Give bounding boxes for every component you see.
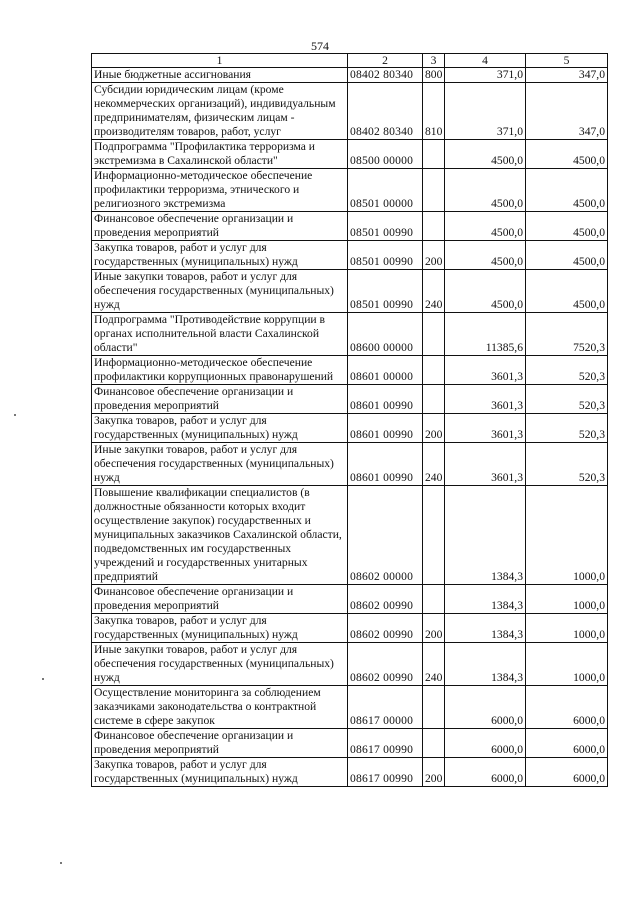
amount-column-4: 371,0	[445, 68, 526, 83]
amount-column-4: 1384,3	[445, 614, 526, 643]
item-name: Подпрограмма "Противодействие коррупции в органах исполнительной власти Сахалинской области"	[92, 313, 348, 356]
classification-code: 08602 00990	[348, 585, 423, 614]
table-row	[92, 385, 608, 414]
expense-type-code	[423, 140, 445, 169]
amount-column-4: 6000,0	[445, 758, 526, 787]
table-row	[92, 241, 608, 270]
amount-column-4: 371,0	[445, 83, 526, 140]
classification-code: 08601 00990	[348, 385, 423, 414]
item-name: Подпрограмма "Профилактика терроризма и экстремизма в Сахалинской области"	[92, 140, 348, 169]
amount-column-4: 3601,3	[445, 385, 526, 414]
item-name: Иные закупки товаров, работ и услуг для обеспечения государственных (муниципальных) нужд	[92, 443, 348, 486]
item-name: Финансовое обеспечение организации и проведения мероприятий	[92, 385, 348, 414]
amount-column-5: 1000,0	[526, 614, 608, 643]
expense-type-code: 800	[423, 68, 445, 83]
item-name: Иные закупки товаров, работ и услуг для обеспечения государственных (муниципальных) нужд	[92, 643, 348, 686]
amount-column-5: 4500,0	[526, 241, 608, 270]
amount-column-5: 6000,0	[526, 686, 608, 729]
amount-column-5: 520,3	[526, 385, 608, 414]
expense-type-code: 200	[423, 614, 445, 643]
item-name: Закупка товаров, работ и услуг для государственных (муниципальных) нужд	[92, 758, 348, 787]
item-name: Финансовое обеспечение организации и проведения мероприятий	[92, 585, 348, 614]
amount-column-5: 6000,0	[526, 758, 608, 787]
classification-code: 08501 00990	[348, 212, 423, 241]
budget-table	[91, 53, 608, 787]
expense-type-code: 200	[423, 241, 445, 270]
amount-column-5: 520,3	[526, 443, 608, 486]
classification-code: 08601 00990	[348, 414, 423, 443]
expense-type-code	[423, 486, 445, 585]
table-row	[92, 643, 608, 686]
amount-column-5: 7520,3	[526, 313, 608, 356]
table-row	[92, 686, 608, 729]
amount-column-5: 520,3	[526, 356, 608, 385]
classification-code: 08501 00990	[348, 241, 423, 270]
table-row	[92, 614, 608, 643]
table-row	[92, 414, 608, 443]
item-name: Иные закупки товаров, работ и услуг для обеспечения государственных (муниципальных) нужд	[92, 270, 348, 313]
classification-code: 08617 00990	[348, 729, 423, 758]
item-name: Информационно-методическое обеспечение профилактики коррупционных правонарушений	[92, 356, 348, 385]
amount-column-4: 1384,3	[445, 643, 526, 686]
amount-column-5: 347,0	[526, 83, 608, 140]
scan-speck	[60, 862, 62, 864]
table-row	[92, 729, 608, 758]
page-number: 574	[311, 39, 329, 53]
classification-code: 08601 00990	[348, 443, 423, 486]
table-row	[92, 486, 608, 585]
amount-column-5: 6000,0	[526, 729, 608, 758]
classification-code: 08602 00990	[348, 643, 423, 686]
amount-column-5: 4500,0	[526, 270, 608, 313]
item-name: Информационно-методическое обеспечение профилактики терроризма, этнического и религиозного экстремизма	[92, 169, 348, 212]
item-name: Субсидии юридическим лицам (кроме некоммерческих организаций), индивидуальным предпринимателям, физическим лицам - производителям товаров, работ, услуг	[92, 83, 348, 140]
expense-type-code: 200	[423, 758, 445, 787]
scan-speck	[14, 414, 16, 416]
classification-code: 08601 00000	[348, 356, 423, 385]
amount-column-4: 3601,3	[445, 443, 526, 486]
amount-column-4: 4500,0	[445, 140, 526, 169]
expense-type-code: 200	[423, 414, 445, 443]
amount-column-5: 347,0	[526, 68, 608, 83]
expense-type-code	[423, 729, 445, 758]
classification-code: 08402 80340	[348, 68, 423, 83]
column-header: 5	[526, 54, 608, 68]
classification-code: 08402 80340	[348, 83, 423, 140]
table-row	[92, 443, 608, 486]
amount-column-4: 3601,3	[445, 414, 526, 443]
amount-column-4: 4500,0	[445, 169, 526, 212]
column-header: 1	[92, 54, 348, 68]
table-row	[92, 270, 608, 313]
column-header: 3	[423, 54, 445, 68]
item-name: Финансовое обеспечение организации и проведения мероприятий	[92, 729, 348, 758]
amount-column-5: 520,3	[526, 414, 608, 443]
classification-code: 08501 00000	[348, 169, 423, 212]
expense-type-code: 810	[423, 83, 445, 140]
table-row	[92, 585, 608, 614]
column-header: 2	[348, 54, 423, 68]
amount-column-4: 6000,0	[445, 686, 526, 729]
classification-code: 08617 00990	[348, 758, 423, 787]
scan-speck	[42, 678, 44, 680]
item-name: Иные бюджетные ассигнования	[92, 68, 348, 83]
table-row	[92, 212, 608, 241]
amount-column-4: 1384,3	[445, 585, 526, 614]
item-name: Финансовое обеспечение организации и проведения мероприятий	[92, 212, 348, 241]
classification-code: 08602 00990	[348, 614, 423, 643]
amount-column-4: 6000,0	[445, 729, 526, 758]
table-row	[92, 83, 608, 140]
classification-code: 08617 00000	[348, 686, 423, 729]
amount-column-4: 1384,3	[445, 486, 526, 585]
table-header-row	[92, 54, 608, 68]
amount-column-4: 11385,6	[445, 313, 526, 356]
amount-column-5: 4500,0	[526, 169, 608, 212]
table-row	[92, 68, 608, 83]
table-row	[92, 140, 608, 169]
expense-type-code	[423, 169, 445, 212]
item-name: Осуществление мониторинга за соблюдением заказчиками законодательства о контрактной системе в сфере закупок	[92, 686, 348, 729]
expense-type-code: 240	[423, 270, 445, 313]
table-row	[92, 313, 608, 356]
item-name: Повышение квалификации специалистов (в должностные обязанности которых входит осуществление закупок) государственных и муниципальных заказчиков Сахалинской области, подведомственных им государственных учреждений и государственных унитарных предприятий	[92, 486, 348, 585]
amount-column-5: 1000,0	[526, 643, 608, 686]
expense-type-code: 240	[423, 443, 445, 486]
expense-type-code	[423, 686, 445, 729]
amount-column-5: 1000,0	[526, 486, 608, 585]
amount-column-4: 3601,3	[445, 356, 526, 385]
table-row	[92, 169, 608, 212]
classification-code: 08602 00000	[348, 486, 423, 585]
amount-column-4: 4500,0	[445, 270, 526, 313]
classification-code: 08600 00000	[348, 313, 423, 356]
amount-column-5: 4500,0	[526, 140, 608, 169]
amount-column-5: 1000,0	[526, 585, 608, 614]
classification-code: 08501 00990	[348, 270, 423, 313]
expense-type-code: 240	[423, 643, 445, 686]
classification-code: 08500 00000	[348, 140, 423, 169]
expense-type-code	[423, 385, 445, 414]
table-row	[92, 758, 608, 787]
expense-type-code	[423, 585, 445, 614]
item-name: Закупка товаров, работ и услуг для государственных (муниципальных) нужд	[92, 414, 348, 443]
item-name: Закупка товаров, работ и услуг для государственных (муниципальных) нужд	[92, 241, 348, 270]
amount-column-5: 4500,0	[526, 212, 608, 241]
expense-type-code	[423, 356, 445, 385]
column-header: 4	[445, 54, 526, 68]
table-row	[92, 356, 608, 385]
expense-type-code	[423, 212, 445, 241]
item-name: Закупка товаров, работ и услуг для государственных (муниципальных) нужд	[92, 614, 348, 643]
expense-type-code	[423, 313, 445, 356]
amount-column-4: 4500,0	[445, 241, 526, 270]
amount-column-4: 4500,0	[445, 212, 526, 241]
